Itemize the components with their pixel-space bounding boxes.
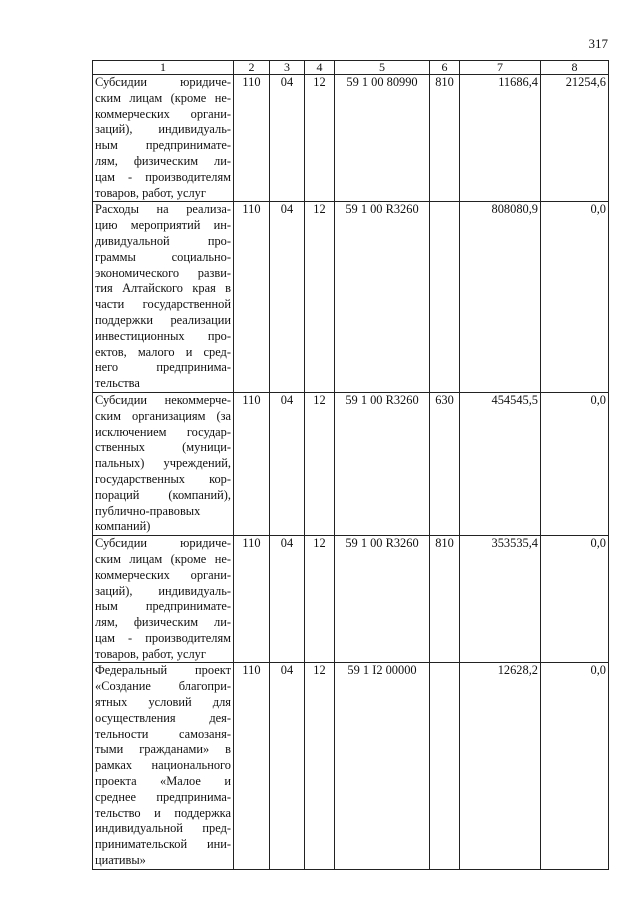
description-line: государственных кор-: [95, 471, 231, 486]
cell-expense-type: 810: [430, 536, 460, 663]
description-line: тельства: [95, 376, 140, 391]
cell-amount-2: 21254,6: [541, 75, 609, 202]
cell-target-code: 59 1 00 R3260: [335, 536, 430, 663]
cell-sub-subsection: 12: [305, 75, 335, 202]
cell-amount-2: 0,0: [541, 202, 609, 393]
description-line: публично-правовых: [95, 503, 201, 518]
description-line: товаров, работ, услуг: [95, 185, 206, 200]
header-cell-2: 2: [234, 61, 270, 75]
description-line: граммы социально-: [95, 249, 231, 264]
row-description: [93, 663, 234, 869]
description-line: цам - производителям: [95, 630, 231, 645]
header-cell-4: 4: [305, 61, 335, 75]
cell-sub-subsection: 12: [305, 663, 335, 869]
header-cell-1: 1: [93, 61, 234, 75]
description-line: индивидуальной пред-: [95, 821, 231, 836]
description-line: коммерческих органи-: [95, 106, 231, 121]
cell-target-code: 59 1 00 R3260: [335, 202, 430, 393]
description-line: компаний): [95, 519, 151, 534]
description-line: цам - производителям: [95, 169, 231, 184]
description-line: ственных (муници-: [95, 440, 231, 455]
cell-target-code: 59 1 00 R3260: [335, 392, 430, 535]
description-line: циативы»: [95, 853, 146, 868]
cell-subsection: 04: [270, 202, 305, 393]
description-line: ским лицам (кроме не-: [95, 551, 231, 566]
cell-target-code: 59 1 00 80990: [335, 75, 430, 202]
budget-table: [92, 60, 609, 870]
description-line: заций), индивидуаль-: [95, 122, 231, 137]
table-row: [93, 202, 609, 393]
cell-expense-type: 810: [430, 75, 460, 202]
description-line: ятных условий для: [95, 695, 231, 710]
description-line: Субсидии юридиче-: [95, 536, 231, 551]
description-line: Расходы на реализа-: [95, 202, 231, 217]
description-line: пораций (компаний),: [95, 487, 231, 502]
description-line: осуществления дея-: [95, 710, 231, 725]
table-row: [93, 663, 609, 869]
description-line: среднее предпринима-: [95, 789, 231, 804]
header-cell-5: 5: [335, 61, 430, 75]
cell-subsection: 04: [270, 392, 305, 535]
cell-amount-2: 0,0: [541, 663, 609, 869]
page-number: 317: [588, 36, 608, 51]
cell-amount-1: 11686,4: [460, 75, 541, 202]
cell-section: 110: [234, 663, 270, 869]
description-line: исключением государ-: [95, 424, 231, 439]
description-line: Федеральный проект: [95, 663, 231, 678]
cell-sub-subsection: 12: [305, 202, 335, 393]
description-line: «Создание благопри-: [95, 679, 231, 694]
description-line: проекта «Малое и: [95, 774, 231, 789]
description-line: инвестиционных про-: [95, 328, 231, 343]
cell-expense-type: [430, 663, 460, 869]
description-line: принимательской ини-: [95, 837, 231, 852]
description-line: части государственной: [95, 297, 231, 312]
row-description: [93, 75, 234, 202]
table-row: [93, 392, 609, 535]
table-row: [93, 75, 609, 202]
description-line: лям, физическим ли-: [95, 153, 231, 168]
cell-target-code: 59 1 I2 00000: [335, 663, 430, 869]
description-line: ектов, малого и сред-: [95, 344, 231, 359]
cell-sub-subsection: 12: [305, 392, 335, 535]
description-line: экономического разви-: [95, 265, 231, 280]
row-description: [93, 202, 234, 393]
header-cell-6: 6: [430, 61, 460, 75]
description-line: тыми гражданами» в: [95, 742, 231, 757]
description-line: ным предпринимате-: [95, 138, 231, 153]
header-row: [93, 61, 609, 75]
cell-section: 110: [234, 536, 270, 663]
description-line: заций), индивидуаль-: [95, 583, 231, 598]
description-line: тельности самозаня-: [95, 726, 231, 741]
header-cell-3: 3: [270, 61, 305, 75]
row-description: [93, 392, 234, 535]
description-line: коммерческих органи-: [95, 567, 231, 582]
description-line: рамках национального: [95, 758, 231, 773]
cell-amount-1: 454545,5: [460, 392, 541, 535]
cell-expense-type: 630: [430, 392, 460, 535]
description-line: цию мероприятий ин-: [95, 218, 231, 233]
description-line: тельство и поддержка: [95, 805, 231, 820]
description-line: Субсидии юридиче-: [95, 75, 231, 89]
header-cell-7: 7: [460, 61, 541, 75]
cell-amount-1: 808080,9: [460, 202, 541, 393]
description-line: лям, физическим ли-: [95, 615, 231, 630]
cell-amount-1: 12628,2: [460, 663, 541, 869]
description-line: поддержки реализации: [95, 312, 231, 327]
table-row: [93, 536, 609, 663]
cell-section: 110: [234, 202, 270, 393]
cell-subsection: 04: [270, 536, 305, 663]
description-line: ским организациям (за: [95, 408, 231, 423]
cell-section: 110: [234, 392, 270, 535]
description-line: товаров, работ, услуг: [95, 646, 206, 661]
header-cell-8: 8: [541, 61, 609, 75]
description-line: Субсидии некоммерче-: [95, 392, 231, 407]
description-line: тия Алтайского края в: [95, 281, 231, 296]
cell-sub-subsection: 12: [305, 536, 335, 663]
description-line: дивидуальной про-: [95, 233, 231, 248]
cell-amount-2: 0,0: [541, 392, 609, 535]
cell-subsection: 04: [270, 663, 305, 869]
description-line: ским лицам (кроме не-: [95, 90, 231, 105]
cell-amount-1: 353535,4: [460, 536, 541, 663]
row-description: [93, 536, 234, 663]
cell-subsection: 04: [270, 75, 305, 202]
cell-expense-type: [430, 202, 460, 393]
description-line: пальных) учреждений,: [95, 456, 231, 471]
description-line: него предпринима-: [95, 360, 231, 375]
description-line: ным предпринимате-: [95, 599, 231, 614]
cell-amount-2: 0,0: [541, 536, 609, 663]
cell-section: 110: [234, 75, 270, 202]
